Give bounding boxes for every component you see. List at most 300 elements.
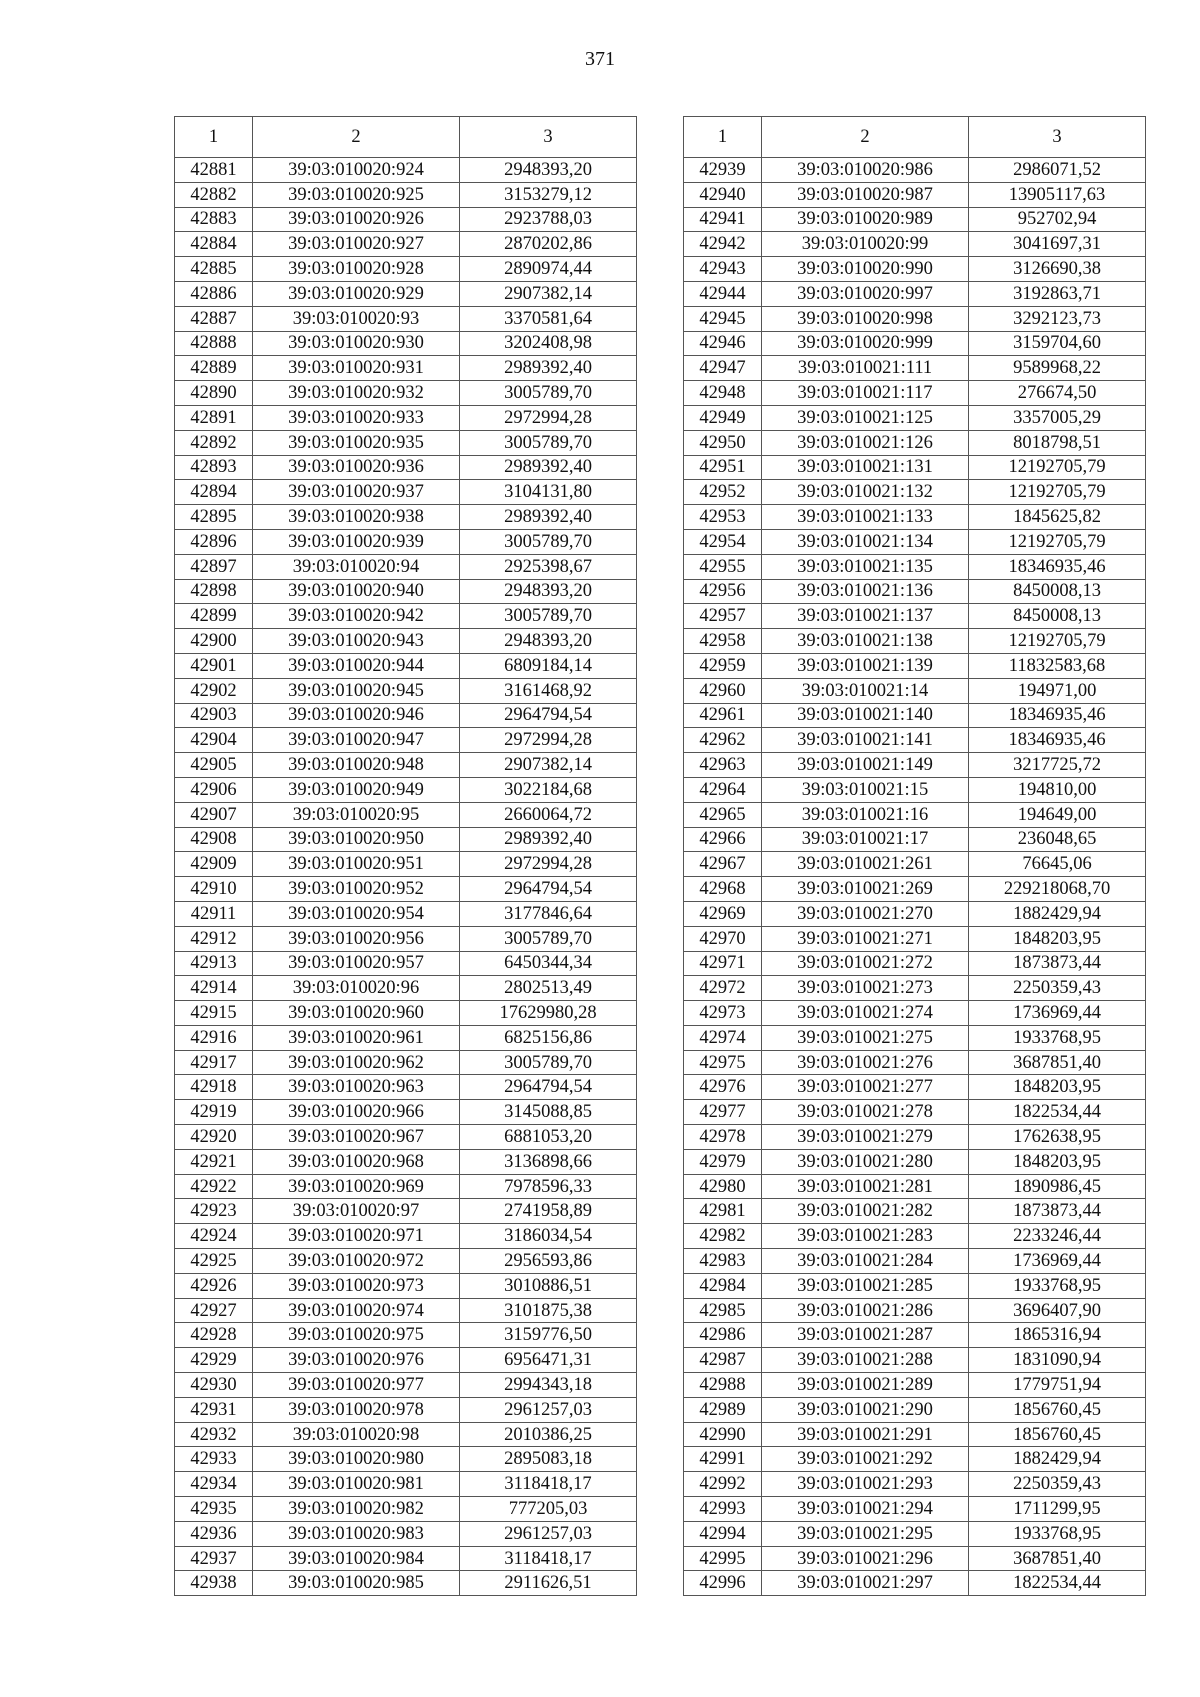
table-row xyxy=(684,629,1146,654)
row-number-cell: 42914 xyxy=(175,976,253,1001)
cadastral-number-cell: 39:03:010021:297 xyxy=(762,1571,969,1596)
table-row xyxy=(175,1397,637,1422)
table-row xyxy=(684,604,1146,629)
value-cell: 2986071,52 xyxy=(969,158,1146,183)
cadastral-number-cell: 39:03:010021:286 xyxy=(762,1298,969,1323)
cadastral-number-cell: 39:03:010020:972 xyxy=(253,1249,460,1274)
column-header-1: 1 xyxy=(175,117,253,158)
value-cell: 6825156,86 xyxy=(460,1025,637,1050)
row-number-cell: 42935 xyxy=(175,1497,253,1522)
cadastral-number-cell: 39:03:010021:261 xyxy=(762,852,969,877)
value-cell: 1890986,45 xyxy=(969,1174,1146,1199)
row-number-cell: 42980 xyxy=(684,1174,762,1199)
value-cell: 2923788,03 xyxy=(460,207,637,232)
value-cell: 1845625,82 xyxy=(969,505,1146,530)
cadastral-number-cell: 39:03:010021:285 xyxy=(762,1273,969,1298)
table-header-row xyxy=(175,117,637,158)
value-cell: 1822534,44 xyxy=(969,1571,1146,1596)
table-row xyxy=(175,753,637,778)
cadastral-number-cell: 39:03:010021:117 xyxy=(762,381,969,406)
value-cell: 2972994,28 xyxy=(460,852,637,877)
table-row xyxy=(684,257,1146,282)
row-number-cell: 42912 xyxy=(175,926,253,951)
row-number-cell: 42898 xyxy=(175,579,253,604)
table-row xyxy=(175,1298,637,1323)
value-cell: 2989392,40 xyxy=(460,505,637,530)
row-number-cell: 42979 xyxy=(684,1149,762,1174)
value-cell: 2911626,51 xyxy=(460,1571,637,1596)
cadastral-number-cell: 39:03:010020:971 xyxy=(253,1224,460,1249)
row-number-cell: 42886 xyxy=(175,281,253,306)
table-row xyxy=(175,1472,637,1497)
column-header-1: 1 xyxy=(684,117,762,158)
value-cell: 8450008,13 xyxy=(969,604,1146,629)
row-number-cell: 42950 xyxy=(684,430,762,455)
table-row xyxy=(175,480,637,505)
row-number-cell: 42957 xyxy=(684,604,762,629)
value-cell: 3217725,72 xyxy=(969,753,1146,778)
value-cell: 194971,00 xyxy=(969,678,1146,703)
value-cell: 229218068,70 xyxy=(969,877,1146,902)
row-number-cell: 42945 xyxy=(684,306,762,331)
table-row xyxy=(684,381,1146,406)
row-number-cell: 42953 xyxy=(684,505,762,530)
table-row xyxy=(684,529,1146,554)
value-cell: 2660064,72 xyxy=(460,802,637,827)
cadastral-number-cell: 39:03:010021:280 xyxy=(762,1149,969,1174)
table-row xyxy=(175,381,637,406)
table-row xyxy=(684,306,1146,331)
value-cell: 194810,00 xyxy=(969,777,1146,802)
value-cell: 2948393,20 xyxy=(460,158,637,183)
cadastral-number-cell: 39:03:010021:269 xyxy=(762,877,969,902)
cadastral-number-cell: 39:03:010020:981 xyxy=(253,1472,460,1497)
table-row xyxy=(175,926,637,951)
value-cell: 7978596,33 xyxy=(460,1174,637,1199)
cadastral-number-cell: 39:03:010021:136 xyxy=(762,579,969,604)
value-cell: 3370581,64 xyxy=(460,306,637,331)
row-number-cell: 42896 xyxy=(175,529,253,554)
table-row xyxy=(175,777,637,802)
table-row xyxy=(175,182,637,207)
table-row xyxy=(684,1174,1146,1199)
table-row xyxy=(175,1323,637,1348)
table-row xyxy=(175,951,637,976)
row-number-cell: 42915 xyxy=(175,1001,253,1026)
row-number-cell: 42984 xyxy=(684,1273,762,1298)
value-cell: 1779751,94 xyxy=(969,1373,1146,1398)
cadastral-number-cell: 39:03:010020:968 xyxy=(253,1149,460,1174)
table-row xyxy=(684,1521,1146,1546)
value-cell: 2890974,44 xyxy=(460,257,637,282)
row-number-cell: 42905 xyxy=(175,753,253,778)
row-number-cell: 42939 xyxy=(684,158,762,183)
row-number-cell: 42944 xyxy=(684,281,762,306)
table-row xyxy=(175,1497,637,1522)
table-row xyxy=(175,306,637,331)
cadastral-number-cell: 39:03:010020:940 xyxy=(253,579,460,604)
table-row xyxy=(175,158,637,183)
value-cell: 236048,65 xyxy=(969,827,1146,852)
value-cell: 1711299,95 xyxy=(969,1497,1146,1522)
cadastral-number-cell: 39:03:010020:939 xyxy=(253,529,460,554)
value-cell: 2250359,43 xyxy=(969,1472,1146,1497)
cadastral-number-cell: 39:03:010021:141 xyxy=(762,728,969,753)
row-number-cell: 42921 xyxy=(175,1149,253,1174)
cadastral-number-cell: 39:03:010020:96 xyxy=(253,976,460,1001)
table-row xyxy=(684,777,1146,802)
value-cell: 2964794,54 xyxy=(460,877,637,902)
table-row xyxy=(175,554,637,579)
table-row xyxy=(175,529,637,554)
value-cell: 9589968,22 xyxy=(969,356,1146,381)
value-cell: 6881053,20 xyxy=(460,1125,637,1150)
cadastral-number-cell: 39:03:010021:15 xyxy=(762,777,969,802)
row-number-cell: 42913 xyxy=(175,951,253,976)
table-row xyxy=(175,1422,637,1447)
cadastral-number-cell: 39:03:010020:963 xyxy=(253,1075,460,1100)
cadastral-number-cell: 39:03:010021:295 xyxy=(762,1521,969,1546)
table-row xyxy=(175,1447,637,1472)
table-row xyxy=(175,405,637,430)
row-number-cell: 42916 xyxy=(175,1025,253,1050)
value-cell: 3186034,54 xyxy=(460,1224,637,1249)
value-cell: 3010886,51 xyxy=(460,1273,637,1298)
table-row xyxy=(175,505,637,530)
cadastral-number-cell: 39:03:010020:924 xyxy=(253,158,460,183)
table-row xyxy=(175,1075,637,1100)
table-row xyxy=(684,1249,1146,1274)
row-number-cell: 42911 xyxy=(175,901,253,926)
table-row xyxy=(684,901,1146,926)
row-number-cell: 42990 xyxy=(684,1422,762,1447)
value-cell: 3005789,70 xyxy=(460,381,637,406)
cadastral-number-cell: 39:03:010020:935 xyxy=(253,430,460,455)
table-row xyxy=(684,678,1146,703)
row-number-cell: 42956 xyxy=(684,579,762,604)
value-cell: 2948393,20 xyxy=(460,579,637,604)
cadastral-number-cell: 39:03:010020:961 xyxy=(253,1025,460,1050)
cadastral-number-cell: 39:03:010020:928 xyxy=(253,257,460,282)
cadastral-number-cell: 39:03:010020:937 xyxy=(253,480,460,505)
row-number-cell: 42958 xyxy=(684,629,762,654)
cadastral-number-cell: 39:03:010021:272 xyxy=(762,951,969,976)
cadastral-number-cell: 39:03:010020:999 xyxy=(762,331,969,356)
value-cell: 13905117,63 xyxy=(969,182,1146,207)
cadastral-number-cell: 39:03:010021:281 xyxy=(762,1174,969,1199)
table-row xyxy=(175,455,637,480)
cadastral-number-cell: 39:03:010020:973 xyxy=(253,1273,460,1298)
cadastral-number-cell: 39:03:010021:274 xyxy=(762,1001,969,1026)
row-number-cell: 42936 xyxy=(175,1521,253,1546)
cadastral-number-cell: 39:03:010021:282 xyxy=(762,1199,969,1224)
cadastral-number-cell: 39:03:010021:139 xyxy=(762,653,969,678)
table-row xyxy=(175,1249,637,1274)
row-number-cell: 42881 xyxy=(175,158,253,183)
cadastral-number-cell: 39:03:010020:927 xyxy=(253,232,460,257)
row-number-cell: 42948 xyxy=(684,381,762,406)
row-number-cell: 42891 xyxy=(175,405,253,430)
cadastral-number-cell: 39:03:010021:283 xyxy=(762,1224,969,1249)
value-cell: 2964794,54 xyxy=(460,703,637,728)
value-cell: 2956593,86 xyxy=(460,1249,637,1274)
row-number-cell: 42897 xyxy=(175,554,253,579)
table-row xyxy=(175,1149,637,1174)
row-number-cell: 42992 xyxy=(684,1472,762,1497)
row-number-cell: 42941 xyxy=(684,207,762,232)
value-cell: 2961257,03 xyxy=(460,1397,637,1422)
cadastral-number-cell: 39:03:010021:271 xyxy=(762,926,969,951)
table-row xyxy=(175,1224,637,1249)
table-row xyxy=(175,1125,637,1150)
row-number-cell: 42959 xyxy=(684,653,762,678)
row-number-cell: 42954 xyxy=(684,529,762,554)
cadastral-number-cell: 39:03:010020:982 xyxy=(253,1497,460,1522)
value-cell: 1873873,44 xyxy=(969,951,1146,976)
value-cell: 2989392,40 xyxy=(460,827,637,852)
table-row xyxy=(684,1571,1146,1596)
row-number-cell: 42900 xyxy=(175,629,253,654)
row-number-cell: 42976 xyxy=(684,1075,762,1100)
row-number-cell: 42887 xyxy=(175,306,253,331)
row-number-cell: 42885 xyxy=(175,257,253,282)
data-table-left xyxy=(174,116,637,1596)
row-number-cell: 42899 xyxy=(175,604,253,629)
row-number-cell: 42981 xyxy=(684,1199,762,1224)
table-row xyxy=(684,579,1146,604)
cadastral-number-cell: 39:03:010021:292 xyxy=(762,1447,969,1472)
row-number-cell: 42975 xyxy=(684,1050,762,1075)
value-cell: 1856760,45 xyxy=(969,1422,1146,1447)
cadastral-number-cell: 39:03:010020:987 xyxy=(762,182,969,207)
table-row xyxy=(684,653,1146,678)
table-row xyxy=(175,331,637,356)
row-number-cell: 42920 xyxy=(175,1125,253,1150)
row-number-cell: 42949 xyxy=(684,405,762,430)
cadastral-number-cell: 39:03:010020:975 xyxy=(253,1323,460,1348)
value-cell: 2961257,03 xyxy=(460,1521,637,1546)
row-number-cell: 42969 xyxy=(684,901,762,926)
cadastral-number-cell: 39:03:010020:95 xyxy=(253,802,460,827)
table-row xyxy=(175,1571,637,1596)
cadastral-number-cell: 39:03:010021:126 xyxy=(762,430,969,455)
value-cell: 12192705,79 xyxy=(969,455,1146,480)
value-cell: 3136898,66 xyxy=(460,1149,637,1174)
cadastral-number-cell: 39:03:010020:976 xyxy=(253,1348,460,1373)
table-row xyxy=(175,1025,637,1050)
row-number-cell: 42934 xyxy=(175,1472,253,1497)
value-cell: 3153279,12 xyxy=(460,182,637,207)
table-row xyxy=(684,505,1146,530)
table-row xyxy=(175,653,637,678)
row-number-cell: 42929 xyxy=(175,1348,253,1373)
row-number-cell: 42973 xyxy=(684,1001,762,1026)
row-number-cell: 42989 xyxy=(684,1397,762,1422)
row-number-cell: 42892 xyxy=(175,430,253,455)
value-cell: 1882429,94 xyxy=(969,901,1146,926)
cadastral-number-cell: 39:03:010020:938 xyxy=(253,505,460,530)
row-number-cell: 42978 xyxy=(684,1125,762,1150)
cadastral-number-cell: 39:03:010020:967 xyxy=(253,1125,460,1150)
table-row xyxy=(175,1348,637,1373)
table-row xyxy=(684,1546,1146,1571)
value-cell: 2989392,40 xyxy=(460,455,637,480)
row-number-cell: 42895 xyxy=(175,505,253,530)
table-row xyxy=(684,951,1146,976)
cadastral-number-cell: 39:03:010020:93 xyxy=(253,306,460,331)
cadastral-number-cell: 39:03:010021:138 xyxy=(762,629,969,654)
value-cell: 2989392,40 xyxy=(460,356,637,381)
value-cell: 11832583,68 xyxy=(969,653,1146,678)
row-number-cell: 42964 xyxy=(684,777,762,802)
cadastral-number-cell: 39:03:010021:294 xyxy=(762,1497,969,1522)
cadastral-number-cell: 39:03:010021:131 xyxy=(762,455,969,480)
table-row xyxy=(175,430,637,455)
cadastral-number-cell: 39:03:010020:983 xyxy=(253,1521,460,1546)
value-cell: 18346935,46 xyxy=(969,554,1146,579)
cadastral-number-cell: 39:03:010020:974 xyxy=(253,1298,460,1323)
cadastral-number-cell: 39:03:010021:289 xyxy=(762,1373,969,1398)
cadastral-number-cell: 39:03:010020:931 xyxy=(253,356,460,381)
row-number-cell: 42910 xyxy=(175,877,253,902)
row-number-cell: 42883 xyxy=(175,207,253,232)
value-cell: 1736969,44 xyxy=(969,1249,1146,1274)
table-row xyxy=(175,703,637,728)
row-number-cell: 42970 xyxy=(684,926,762,951)
value-cell: 3202408,98 xyxy=(460,331,637,356)
value-cell: 1933768,95 xyxy=(969,1025,1146,1050)
value-cell: 1865316,94 xyxy=(969,1323,1146,1348)
value-cell: 17629980,28 xyxy=(460,1001,637,1026)
cadastral-number-cell: 39:03:010020:936 xyxy=(253,455,460,480)
row-number-cell: 42925 xyxy=(175,1249,253,1274)
table-row xyxy=(684,356,1146,381)
row-number-cell: 42930 xyxy=(175,1373,253,1398)
value-cell: 2972994,28 xyxy=(460,405,637,430)
table-row xyxy=(684,877,1146,902)
table-row xyxy=(175,356,637,381)
value-cell: 3161468,92 xyxy=(460,678,637,703)
table-row xyxy=(684,455,1146,480)
row-number-cell: 42942 xyxy=(684,232,762,257)
table-row xyxy=(684,728,1146,753)
table-row xyxy=(684,1447,1146,1472)
table-row xyxy=(175,1546,637,1571)
row-number-cell: 42972 xyxy=(684,976,762,1001)
row-number-cell: 42882 xyxy=(175,182,253,207)
row-number-cell: 42961 xyxy=(684,703,762,728)
table-row xyxy=(684,1001,1146,1026)
row-number-cell: 42933 xyxy=(175,1447,253,1472)
row-number-cell: 42946 xyxy=(684,331,762,356)
cadastral-number-cell: 39:03:010021:14 xyxy=(762,678,969,703)
table-row xyxy=(175,232,637,257)
cadastral-number-cell: 39:03:010020:969 xyxy=(253,1174,460,1199)
value-cell: 2964794,54 xyxy=(460,1075,637,1100)
cadastral-number-cell: 39:03:010021:125 xyxy=(762,405,969,430)
cadastral-number-cell: 39:03:010020:925 xyxy=(253,182,460,207)
table-row xyxy=(684,1100,1146,1125)
table-row xyxy=(684,232,1146,257)
table-row xyxy=(175,1199,637,1224)
value-cell: 2233246,44 xyxy=(969,1224,1146,1249)
row-number-cell: 42917 xyxy=(175,1050,253,1075)
cadastral-number-cell: 39:03:010021:132 xyxy=(762,480,969,505)
table-row xyxy=(684,430,1146,455)
row-number-cell: 42919 xyxy=(175,1100,253,1125)
row-number-cell: 42890 xyxy=(175,381,253,406)
value-cell: 6809184,14 xyxy=(460,653,637,678)
cadastral-number-cell: 39:03:010020:978 xyxy=(253,1397,460,1422)
value-cell: 777205,03 xyxy=(460,1497,637,1522)
table-row xyxy=(684,1348,1146,1373)
table-row xyxy=(684,852,1146,877)
table-row xyxy=(684,1323,1146,1348)
cadastral-number-cell: 39:03:010020:942 xyxy=(253,604,460,629)
table-row xyxy=(684,1497,1146,1522)
value-cell: 1736969,44 xyxy=(969,1001,1146,1026)
cadastral-number-cell: 39:03:010020:980 xyxy=(253,1447,460,1472)
row-number-cell: 42889 xyxy=(175,356,253,381)
table-row xyxy=(684,480,1146,505)
table-row xyxy=(684,703,1146,728)
value-cell: 3101875,38 xyxy=(460,1298,637,1323)
cadastral-number-cell: 39:03:010021:287 xyxy=(762,1323,969,1348)
table-row xyxy=(684,976,1146,1001)
table-row xyxy=(175,629,637,654)
table-row xyxy=(175,728,637,753)
cadastral-number-cell: 39:03:010021:137 xyxy=(762,604,969,629)
cadastral-number-cell: 39:03:010020:966 xyxy=(253,1100,460,1125)
cadastral-number-cell: 39:03:010021:134 xyxy=(762,529,969,554)
value-cell: 3005789,70 xyxy=(460,430,637,455)
row-number-cell: 42993 xyxy=(684,1497,762,1522)
cadastral-number-cell: 39:03:010020:929 xyxy=(253,281,460,306)
row-number-cell: 42963 xyxy=(684,753,762,778)
table-row xyxy=(684,1472,1146,1497)
cadastral-number-cell: 39:03:010021:276 xyxy=(762,1050,969,1075)
cadastral-number-cell: 39:03:010021:291 xyxy=(762,1422,969,1447)
value-cell: 1848203,95 xyxy=(969,1075,1146,1100)
value-cell: 12192705,79 xyxy=(969,480,1146,505)
row-number-cell: 42932 xyxy=(175,1422,253,1447)
value-cell: 3005789,70 xyxy=(460,926,637,951)
cadastral-number-cell: 39:03:010020:99 xyxy=(762,232,969,257)
row-number-cell: 42901 xyxy=(175,653,253,678)
row-number-cell: 42894 xyxy=(175,480,253,505)
row-number-cell: 42906 xyxy=(175,777,253,802)
value-cell: 276674,50 xyxy=(969,381,1146,406)
row-number-cell: 42996 xyxy=(684,1571,762,1596)
table-row xyxy=(175,827,637,852)
value-cell: 8018798,51 xyxy=(969,430,1146,455)
table-row xyxy=(684,331,1146,356)
row-number-cell: 42884 xyxy=(175,232,253,257)
cadastral-number-cell: 39:03:010020:944 xyxy=(253,653,460,678)
value-cell: 12192705,79 xyxy=(969,629,1146,654)
cadastral-number-cell: 39:03:010021:293 xyxy=(762,1472,969,1497)
row-number-cell: 42962 xyxy=(684,728,762,753)
value-cell: 3005789,70 xyxy=(460,1050,637,1075)
row-number-cell: 42994 xyxy=(684,1521,762,1546)
column-header-3: 3 xyxy=(460,117,637,158)
cadastral-number-cell: 39:03:010020:945 xyxy=(253,678,460,703)
row-number-cell: 42931 xyxy=(175,1397,253,1422)
row-number-cell: 42924 xyxy=(175,1224,253,1249)
row-number-cell: 42967 xyxy=(684,852,762,877)
row-number-cell: 42903 xyxy=(175,703,253,728)
value-cell: 2741958,89 xyxy=(460,1199,637,1224)
